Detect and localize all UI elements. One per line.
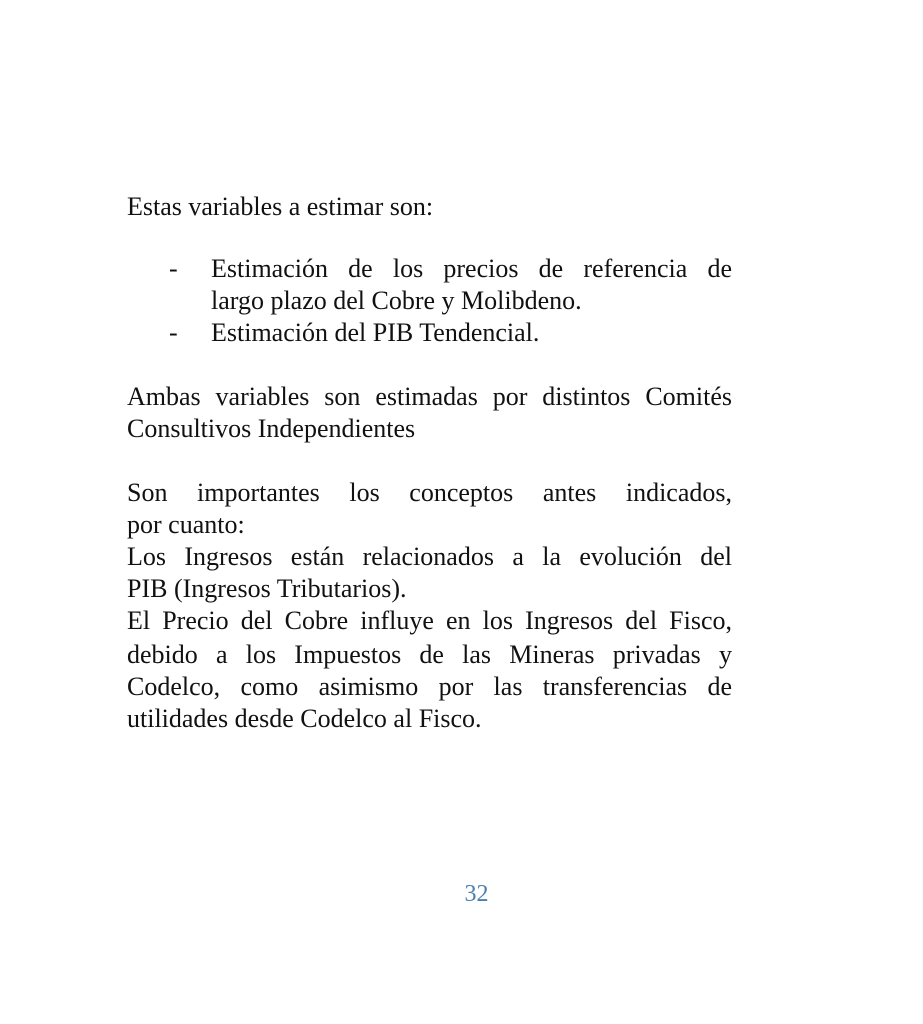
intro-text: Estas variables a estimar son:	[127, 192, 434, 221]
bullet-1-line-2: largo plazo del Cobre y Molibdeno.	[211, 286, 582, 315]
paragraph-3-line-6: debido a los Impuestos de las Mineras privadas y	[127, 640, 732, 669]
paragraph-3-line-8: utilidades desde Codelco al Fisco.	[127, 704, 482, 733]
paragraph-3-line-1: Son importantes los conceptos antes indicados,	[127, 478, 732, 507]
bullet-2-line-1: Estimación del PIB Tendencial.	[211, 318, 540, 347]
bullet-dash: -	[169, 318, 178, 347]
paragraph-2-line-2: Consultivos Independientes	[127, 414, 416, 443]
bullet-1-line-1: Estimación de los precios de referencia de	[211, 254, 732, 283]
paragraph-2-line-1: Ambas variables son estimadas por distintos Comités	[127, 382, 732, 411]
page-number: 32	[464, 881, 489, 907]
bullet-dash: -	[169, 254, 178, 283]
paragraph-3-line-7: Codelco, como asimismo por las transferencias de	[127, 672, 732, 701]
paragraph-3-line-5: El Precio del Cobre influye en los Ingresos del Fisco,	[127, 606, 732, 635]
paragraph-3-line-4: PIB (Ingresos Tributarios).	[127, 574, 407, 603]
paragraph-3-line-3: Los Ingresos están relacionados a la evolución del	[127, 542, 732, 571]
paragraph-3-line-2: por cuanto:	[127, 510, 245, 539]
